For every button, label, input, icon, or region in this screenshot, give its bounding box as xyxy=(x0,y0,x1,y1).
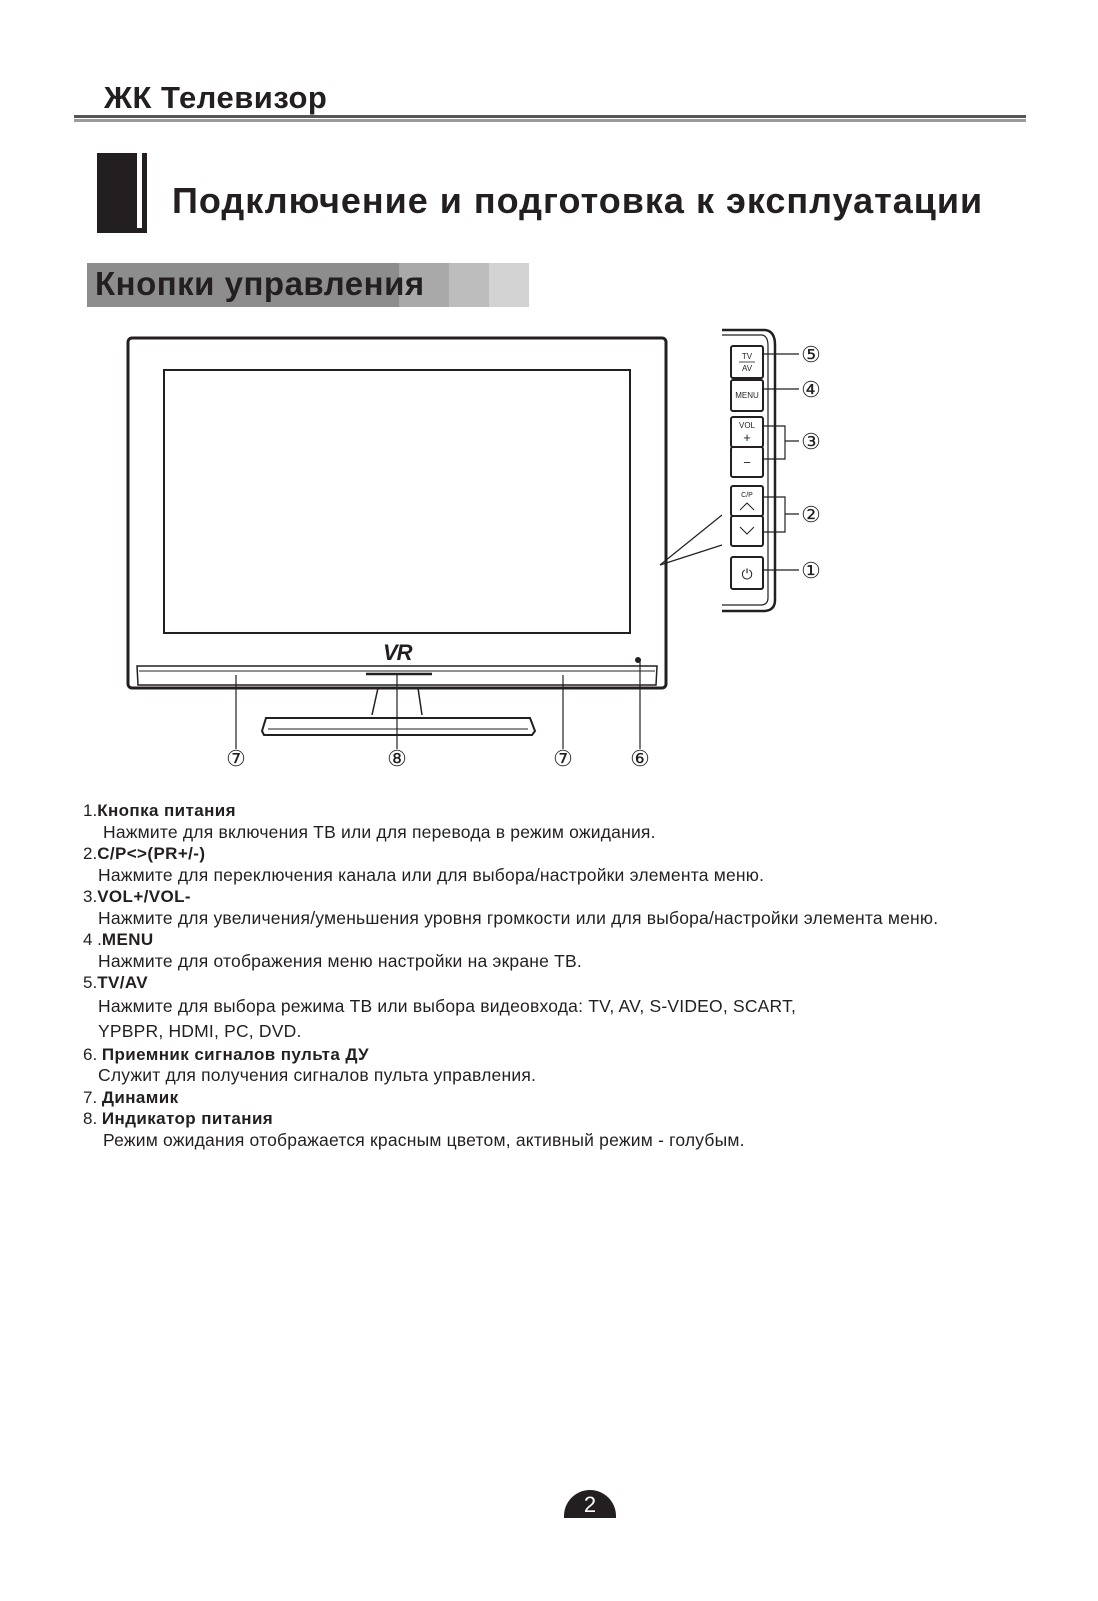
callout-2: ② xyxy=(801,502,821,527)
power-icon: ⏻ xyxy=(741,566,753,582)
callout-5: ⑤ xyxy=(801,342,821,367)
page-number: 2 xyxy=(564,1490,616,1518)
item-desc: Нажмите для выбора режима ТВ или выбора видеовхода: TV, AV, S-VIDEO, SCART, xyxy=(98,995,797,1016)
svg-text:MENU: MENU xyxy=(735,391,759,400)
item-desc: Режим ожидания отображается красным цветом, активный режим - голубым. xyxy=(103,1129,745,1150)
item-title: MENU xyxy=(101,930,154,949)
item-title: Приемник сигналов пульта ДУ xyxy=(101,1044,370,1064)
cp-up-button xyxy=(731,486,763,516)
item-title: Динамик xyxy=(101,1087,179,1107)
cp-down-button xyxy=(731,516,763,546)
list-item: 2.C/P<>(PR+/-) Нажмите для переключения канала или для выбора/настройки элемента меню. xyxy=(83,843,1043,886)
list-item: 3.VOL+/VOL- Нажмите для увеличения/уменьшения уровня громкости или для выбора/настройки элемента меню. xyxy=(83,886,1043,929)
item-desc: Нажмите для включения ТВ или для перевода в режим ожидания. xyxy=(103,821,656,842)
callout-7-right: ⑦ xyxy=(553,746,573,771)
callout-8: ⑧ xyxy=(387,746,407,771)
chapter-title: Подключение и подготовка к эксплуатации xyxy=(172,180,984,221)
item-title: TV/AV xyxy=(97,973,148,992)
section-title: Кнопки управления xyxy=(95,265,425,302)
tv-front-diagram xyxy=(0,0,1098,790)
svg-text:VOL: VOL xyxy=(738,421,756,430)
list-item: 8. Индикатор питания Режим ожидания отображается красным цветом, активный режим - голубым. xyxy=(83,1108,1043,1151)
svg-text:C/P: C/P xyxy=(741,492,753,499)
item-title: C/P<>(PR+/-) xyxy=(97,844,206,863)
svg-text:+: + xyxy=(743,430,751,445)
svg-text:−: − xyxy=(743,455,751,470)
item-desc: Нажмите для отображения меню настройки на экране ТВ. xyxy=(98,950,582,971)
callout-6: ⑥ xyxy=(630,746,650,771)
svg-text:AV: AV xyxy=(741,364,753,373)
list-item: 5.TV/AV Нажмите для выбора режима ТВ или выбора видеовхода: TV, AV, S-VIDEO, SCART, YPBPR, HDMI, PC, DVD. xyxy=(83,972,1043,1044)
item-title: Кнопка питания xyxy=(97,801,236,820)
item-title: VOL+/VOL- xyxy=(97,887,191,906)
svg-text:TV: TV xyxy=(741,352,753,361)
list-item: 6. Приемник сигналов пульта ДУ Служит для получения сигналов пульта управления. xyxy=(83,1044,1043,1087)
callout-1: ① xyxy=(801,558,821,583)
tv-screen xyxy=(164,370,630,633)
item-desc: Служит для получения сигналов пульта управления. xyxy=(98,1065,537,1085)
callout-4: ④ xyxy=(801,377,821,402)
item-desc: Нажмите для переключения канала или для выбора/настройки элемента меню. xyxy=(98,864,765,885)
item-desc: Нажмите для увеличения/уменьшения уровня громкости или для выбора/настройки элемента меню. xyxy=(98,907,939,928)
callout-7-left: ⑦ xyxy=(226,746,246,771)
list-item: 1.Кнопка питания Нажмите для включения ТВ или для перевода в режим ожидания. xyxy=(83,800,1043,843)
document-header-title: ЖК Телевизор xyxy=(104,80,328,115)
list-item: 7. Динамик xyxy=(83,1087,179,1107)
brand-logo: VR xyxy=(383,640,412,665)
controls-description-list xyxy=(83,800,1043,1151)
callout-3: ③ xyxy=(801,429,821,454)
item-desc: YPBPR, HDMI, PC, DVD. xyxy=(98,1020,302,1041)
item-title: Индикатор питания xyxy=(101,1109,274,1128)
list-item: 4 .MENU Нажмите для отображения меню настройки на экране ТВ. xyxy=(83,929,1043,972)
